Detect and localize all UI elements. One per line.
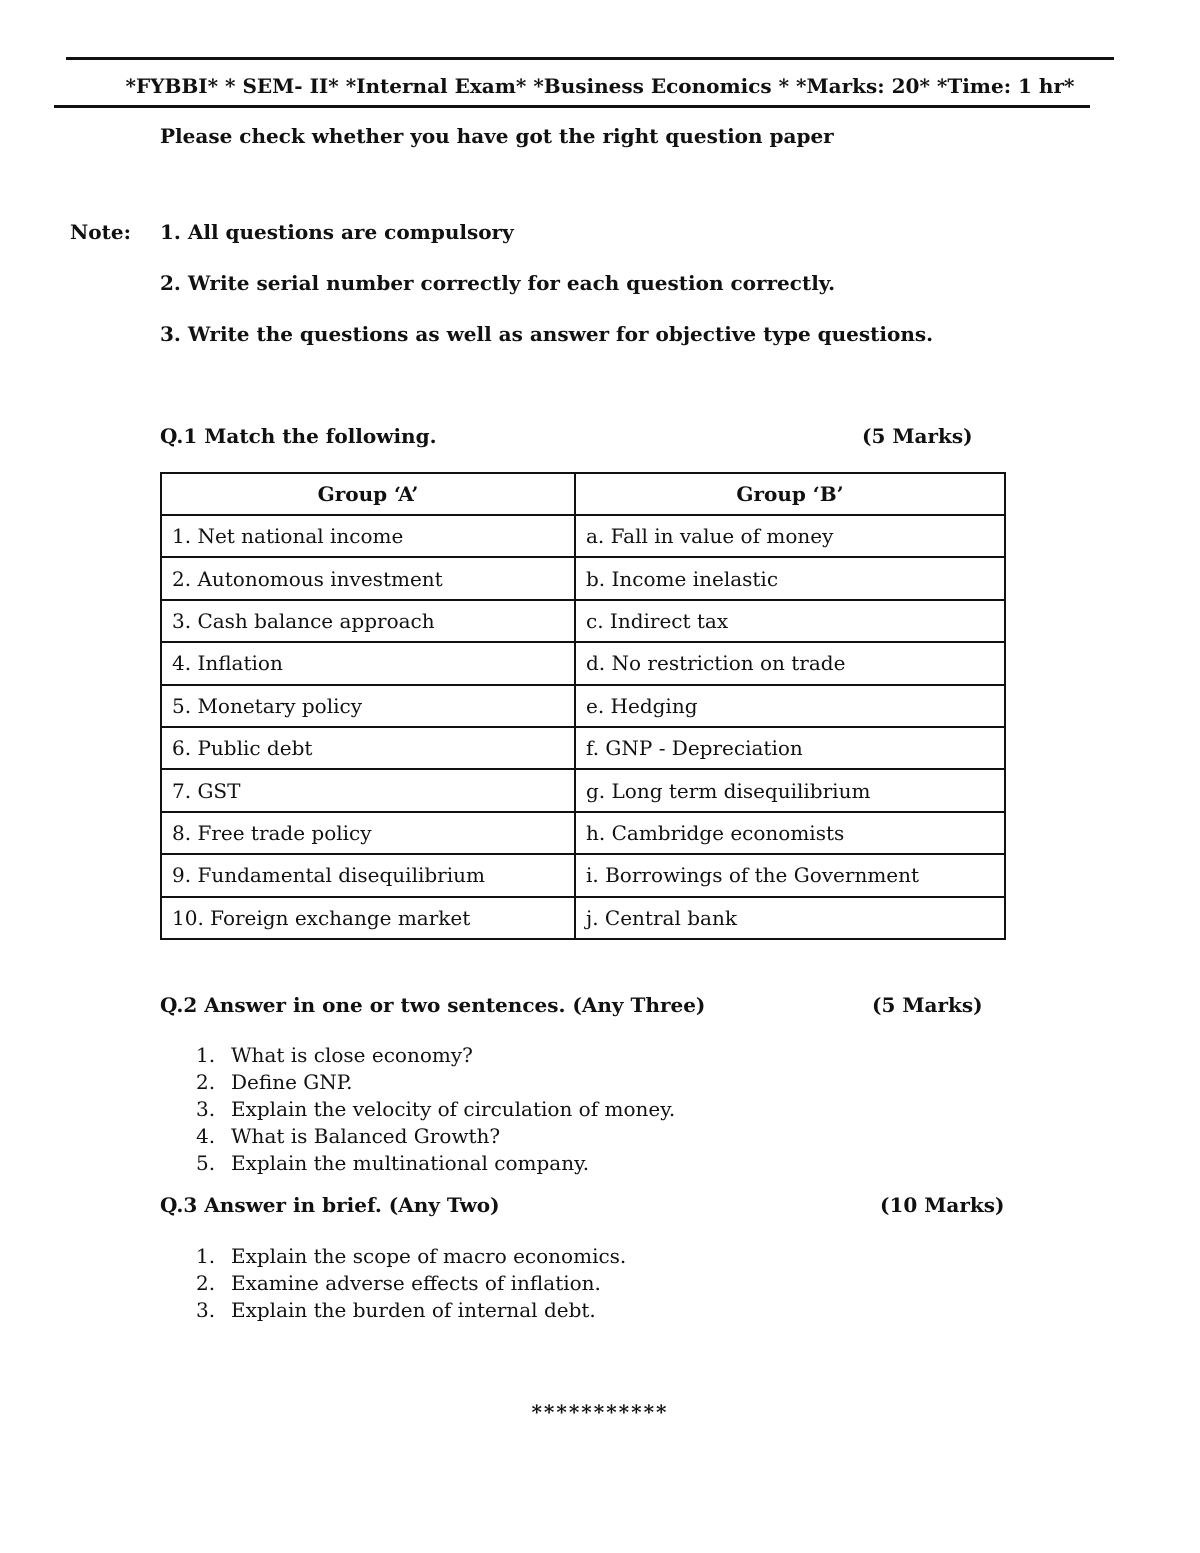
list-number: 2. <box>196 1070 216 1094</box>
match-table <box>160 472 1006 940</box>
group-a-cell: 3. Cash balance approach <box>161 600 575 642</box>
group-a-cell: 9. Fundamental disequilibrium <box>161 854 575 896</box>
table-row <box>161 515 1005 557</box>
list-text: Explain the scope of macro economics. <box>231 1244 627 1268</box>
group-b-cell: j. Central bank <box>575 897 1005 939</box>
list-item <box>196 1096 675 1123</box>
exam-header: *FYBBI* * SEM- II* *Internal Exam* *Business Economics * *Marks: 20* *Time: 1 hr* <box>125 74 1075 98</box>
table-header-row <box>161 473 1005 515</box>
group-b-cell: e. Hedging <box>575 685 1005 727</box>
list-item <box>196 1069 675 1096</box>
table-row <box>161 600 1005 642</box>
group-b-cell: g. Long term disequilibrium <box>575 769 1005 811</box>
list-item <box>196 1123 675 1150</box>
q1-title: Q.1 Match the following. <box>160 424 437 448</box>
list-item <box>196 1297 626 1324</box>
group-b-cell: a. Fall in value of money <box>575 515 1005 557</box>
note-item-2: 2. Write serial number correctly for each question correctly. <box>160 271 836 295</box>
list-number: 5. <box>196 1151 216 1175</box>
table-row <box>161 854 1005 896</box>
list-item <box>196 1042 675 1069</box>
q2-marks: (5 Marks) <box>872 993 983 1017</box>
group-a-cell: 2. Autonomous investment <box>161 557 575 599</box>
list-text: Explain the burden of internal debt. <box>231 1298 596 1322</box>
end-of-paper-stars: *********** <box>531 1400 669 1424</box>
q3-title: Q.3 Answer in brief. (Any Two) <box>160 1193 500 1217</box>
q2-question-list <box>196 1042 675 1177</box>
list-number: 3. <box>196 1298 216 1322</box>
group-a-cell: 10. Foreign exchange market <box>161 897 575 939</box>
group-a-cell: 4. Inflation <box>161 642 575 684</box>
top-rule <box>66 57 1114 60</box>
header-underline-rule <box>54 105 1090 108</box>
list-text: What is Balanced Growth? <box>231 1124 501 1148</box>
table-row <box>161 557 1005 599</box>
list-number: 4. <box>196 1124 216 1148</box>
list-number: 2. <box>196 1271 216 1295</box>
group-a-cell: 5. Monetary policy <box>161 685 575 727</box>
note-item-3: 3. Write the questions as well as answer for objective type questions. <box>160 322 934 346</box>
q3-marks: (10 Marks) <box>880 1193 1005 1217</box>
group-a-cell: 8. Free trade policy <box>161 812 575 854</box>
table-row <box>161 642 1005 684</box>
list-text: What is close economy? <box>231 1043 473 1067</box>
list-item <box>196 1150 675 1177</box>
list-number: 1. <box>196 1244 216 1268</box>
group-a-header: Group ‘A’ <box>161 473 575 515</box>
q1-marks: (5 Marks) <box>862 424 973 448</box>
list-item <box>196 1270 626 1297</box>
list-number: 1. <box>196 1043 216 1067</box>
note-item-1: 1. All questions are compulsory <box>160 220 514 244</box>
list-item <box>196 1243 626 1270</box>
list-number: 3. <box>196 1097 216 1121</box>
list-text: Define GNP. <box>231 1070 353 1094</box>
group-a-cell: 6. Public debt <box>161 727 575 769</box>
table-row <box>161 769 1005 811</box>
group-b-cell: h. Cambridge economists <box>575 812 1005 854</box>
group-b-cell: f. GNP - Depreciation <box>575 727 1005 769</box>
instruction-text: Please check whether you have got the right question paper <box>160 124 834 148</box>
group-b-cell: c. Indirect tax <box>575 600 1005 642</box>
group-a-cell: 7. GST <box>161 769 575 811</box>
q3-question-list <box>196 1243 626 1324</box>
group-b-cell: b. Income inelastic <box>575 557 1005 599</box>
table-row <box>161 812 1005 854</box>
note-label: Note: <box>70 220 131 244</box>
q2-title: Q.2 Answer in one or two sentences. (Any Three) <box>160 993 706 1017</box>
list-text: Explain the multinational company. <box>231 1151 590 1175</box>
list-text: Explain the velocity of circulation of money. <box>231 1097 676 1121</box>
list-text: Examine adverse effects of inflation. <box>231 1271 601 1295</box>
group-b-cell: i. Borrowings of the Government <box>575 854 1005 896</box>
table-row <box>161 727 1005 769</box>
table-row <box>161 685 1005 727</box>
group-b-header: Group ‘B’ <box>575 473 1005 515</box>
group-b-cell: d. No restriction on trade <box>575 642 1005 684</box>
table-row <box>161 897 1005 939</box>
group-a-cell: 1. Net national income <box>161 515 575 557</box>
